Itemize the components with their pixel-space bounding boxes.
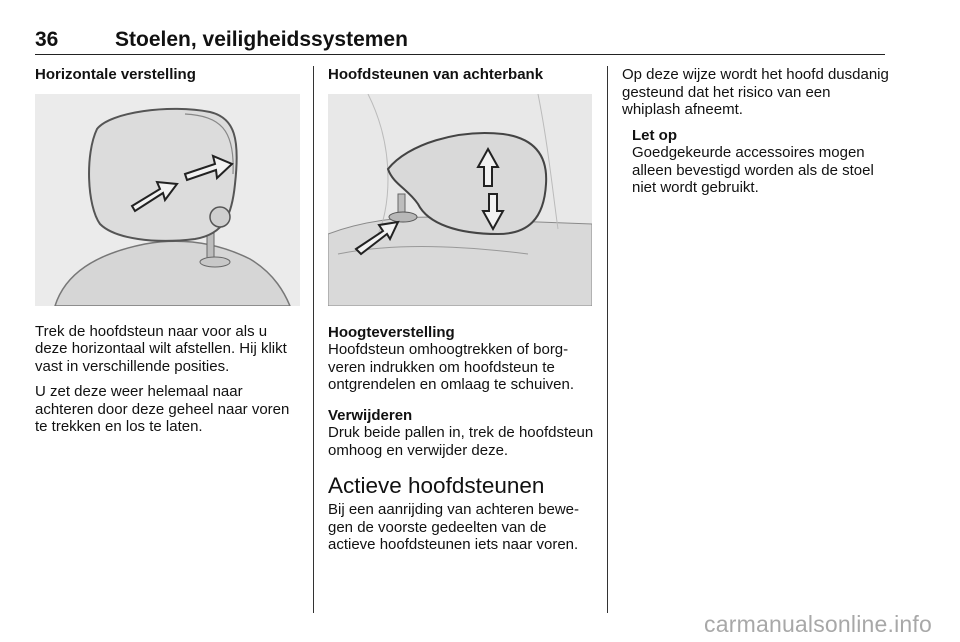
rear-headrest-illustration [328,94,592,306]
subheading: Verwijderen [328,406,413,424]
column-2 [328,66,594,554]
column-divider [607,66,608,613]
section-heading: Horizontale verstelling [35,66,196,83]
note-title: Let op [632,126,677,144]
subheading: Hoogteverstelling [328,323,455,341]
note-box [622,127,892,197]
headrest-horizontal-illustration [35,94,300,306]
paragraph: Hoofdsteun omhoogtrekken of borgveren indrukken om hoofdsteun te ontgrendelen en omlaag te schuiven. [328,341,575,393]
column-3 [622,66,892,197]
paragraph: Trek de hoofdsteun naar voor als u deze horizontaal wilt afstellen. Hij klikt vast in verschillende posities. [35,322,287,375]
page-number: 36 [35,28,59,51]
section-title: Actieve hoofdsteunen [328,473,545,498]
column-divider [313,66,314,613]
paragraph: U zet deze weer helemaal naar achteren door deze geheel naar voren te trekken en los te laten. [35,383,290,435]
note-text: Goedgekeurde accessoires mogen alleen bevestigd worden als de stoel niet wordt gebruikt. [632,144,874,196]
column-1 [35,66,300,436]
section-heading: Hoofdsteunen van achterbank [328,66,544,83]
paragraph: Druk beide pallen in, trek de hoofdsteun omhoog en verwijder deze. [328,424,594,459]
chapter-title: Stoelen, veiligheidssystemen [115,28,408,51]
watermark: carmanualsonline.info [704,611,932,637]
paragraph: Bij een aanrijding van achteren bewegen de voorste gedeelten van de actieve hoofdsteunen iets naar voren. [328,501,579,553]
page-header [35,28,885,55]
paragraph: Op deze wijze wordt het hoofd dusdanig gesteund dat het risico van een whiplash afneemt. [622,66,889,118]
